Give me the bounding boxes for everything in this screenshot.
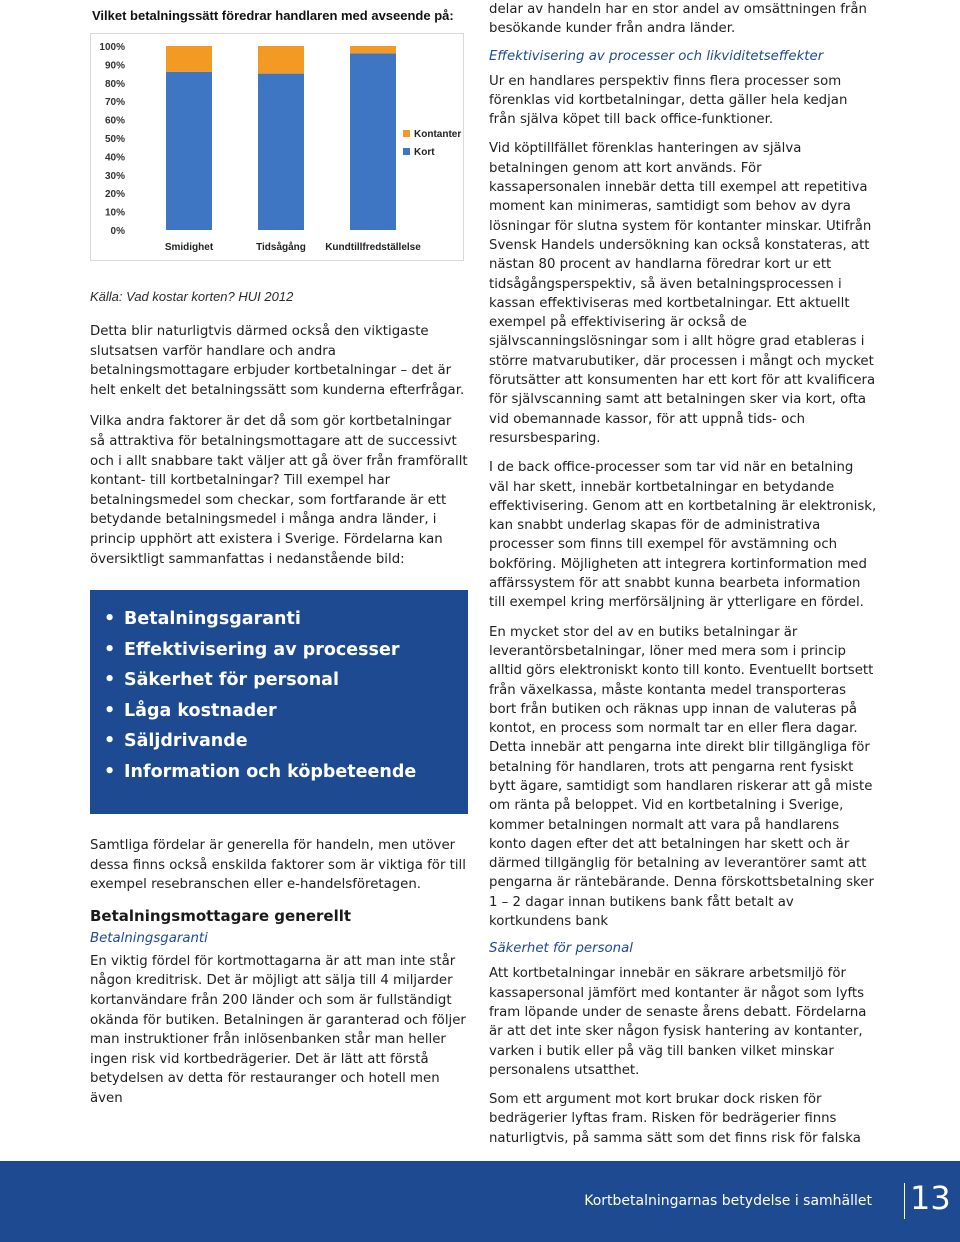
bar-kontanter bbox=[166, 46, 212, 72]
y-tick-label: 60% bbox=[104, 115, 125, 127]
paragraph-supplier-payments: En mycket stor del av en butiks betalningar är leverantörsbetalningar, löner med mera som i princip alltid görs elektroniskt konto till konto. Eventuellt bortsett från växelkassa, måste kontanta medel transporteras bort från butiken och räknas upp innan de valuteras på kontot, en process som normalt tar en eller flera dagar. Detta innebär att pengarna inte direkt blir tillgängliga för betalning för handlaren, trots att pengarna rent fysiskt bytt ägare, samtidigt som handlaren riskerar att gå miste om ränta på beloppet. Vid en kortbetalning i Sverige, kommer betalningen normalt att vara på handlarens konto dagen efter det att betalningen har skett och är därmed tillgänglig för betalning av leverantörer samt att pengarna är räntebärande. Denna förskottsbetalning sker 1 – 2 dagar innan butikens bank fått betalt av kortkundens bank bbox=[489, 624, 874, 930]
benefit-item: • Säljdrivande bbox=[104, 726, 468, 757]
figure-box bbox=[82, 0, 471, 268]
benefit-item: • Säkerhet för personal bbox=[104, 665, 468, 696]
subsection-heading: Betalningsgaranti bbox=[90, 930, 208, 946]
benefits-summary-box bbox=[90, 590, 468, 814]
figure-caption: Vilket betalningssätt föredrar handlaren med avseende på: bbox=[92, 8, 454, 23]
y-tick-label: 40% bbox=[104, 152, 125, 164]
legend-swatch bbox=[403, 148, 410, 155]
y-tick-label: 70% bbox=[104, 97, 125, 109]
paragraph-processes: Ur en handlares perspektiv finns flera processer som förenklas vid kortbetalningar, detta gäller hela kedjan från själva köpet till back office-funktioner. bbox=[489, 73, 848, 128]
page-number: 13 bbox=[910, 1179, 951, 1217]
x-tick-label: Kundtillfredställelse bbox=[325, 242, 421, 253]
y-tick-label: 10% bbox=[104, 207, 125, 219]
y-tick-label: 100% bbox=[99, 42, 125, 53]
y-tick-label: 30% bbox=[104, 170, 125, 182]
y-tick-label: 0% bbox=[110, 226, 125, 237]
y-tick-label: 50% bbox=[104, 134, 125, 145]
benefit-item: • Låga kostnader bbox=[104, 696, 468, 727]
paragraph-safety: Att kortbetalningar innebär en säkrare arbetsmiljö för kassapersonal jämfört med kontanter är något som lyfts fram löpande under de senaste årens debatt. Fördelarna är att det inte sker någon fysisk hantering av kontanter, varken i butik eller på väg till banken vilket minskar personalens utsatthet. bbox=[489, 966, 867, 1078]
paragraph-general: Samtliga fördelar är generella för handeln, men utöver dessa finns också enskilda faktorer som är viktiga för till exempel resebranschen eller e-handelsföretagen. bbox=[90, 838, 466, 893]
bar-kort bbox=[350, 53, 396, 230]
page-footer bbox=[0, 1161, 960, 1242]
chart-frame bbox=[90, 33, 464, 261]
y-tick-label: 90% bbox=[104, 60, 125, 72]
y-tick-label: 20% bbox=[104, 189, 125, 201]
benefit-item: • Information och köpbeteende bbox=[104, 757, 468, 788]
bar-kort bbox=[258, 74, 304, 230]
section-heading: Betalningsmottagare generellt bbox=[90, 906, 352, 925]
paragraph-back-office: I de back office-processer som tar vid när en betalning väl har skett, innebär kortbetalningar en betydande effektivisering. Genom att en kortbetalning är elektronisk, kan snabbt underlag skapas för de administrativa processer som finns till exempel för avstämning och bokföring. Möjligheten att integrera kortinformation med affärssystem för att snabbt kunna bearbeta information till exempel kring merförsäljning är ytterligare en fördel. bbox=[489, 460, 877, 611]
bar-kort bbox=[166, 72, 212, 230]
legend-label: Kontanter bbox=[414, 129, 462, 140]
paragraph-conclusion: Detta blir naturligtvis därmed också den viktigaste slutsatsen varför handlare och andra betalningsmottagare erbjuder kortbetalningar – det är helt enkelt det betalningssätt som kunderna efterfrågar. bbox=[90, 324, 465, 398]
paragraph-continued: delar av handeln har en stor andel av omsättningen från besökande kunder från andra länder. bbox=[489, 2, 867, 37]
benefits-list bbox=[90, 590, 468, 788]
benefit-item: • Effektivisering av processer bbox=[104, 635, 468, 666]
figure-source: Källa: Vad kostar korten? HUI 2012 bbox=[90, 289, 294, 304]
legend-swatch bbox=[403, 130, 410, 137]
footer-title: Kortbetalningarnas betydelse i samhället bbox=[584, 1193, 872, 1209]
bar-kontanter bbox=[258, 46, 304, 74]
paragraph-guarantee: En viktig fördel för kortmottagarna är att man inte står någon kreditrisk. Det är möjligt att sälja till 4 miljarder kortanvändare från 200 länder och som är fullständigt okända för butiken. Betalningen är garanterad och följer man instruktioner från inlösenbanken står man heller ingen risk vid kortbedrägerier. Det är lätt att förstå betydelsen av detta för restauranger och hotell men även bbox=[90, 953, 466, 1106]
subsection-heading-efficiency: Effektivisering av processer och likviditetseffekter bbox=[489, 48, 824, 64]
paragraph-fraud: Som ett argument mot kort brukar dock risken för bedrägerier lyftas fram. Risken för bedrägerier finns naturligtvis, på samma sätt som det finns risk för falska bbox=[489, 1092, 861, 1146]
subsection-heading-safety: Säkerhet för personal bbox=[489, 941, 633, 957]
paragraph-factors: Vilka andra faktorer är det då som gör kortbetalningar så attraktiva för betalningsmottagare att de successivt och i allt snabbare takt väljer att gå över från framförallt kontant- till kortbetalningar? Till exempel har betalningsmedel som checkar, som fortfarande är ett betydande betalningsmedel i många andra länder, i princip upphört att existera i Sverige. Fördelarna kan översiktligt sammanfattas i nedanstående bild: bbox=[90, 414, 468, 567]
y-tick-label: 80% bbox=[104, 78, 125, 90]
footer-divider bbox=[904, 1183, 905, 1219]
legend-label: Kort bbox=[414, 147, 435, 158]
left-column-lower bbox=[90, 836, 468, 1121]
paragraph-checkout: Vid köptillfället förenklas hanteringen av själva betalningen genom att kort används. För kassapersonalen innebär detta till exempel att repetitiva moment kan minimeras, samtidigt som behov av dyra lösningar för slutna system för kontanter minskar. Utifrån Svensk Handels undersökning kan också konstateras, att nästan 80 procent av handlarna föredrar kort ur ett tidsågångsperspektiv, så även betalningsprocessen i kassan effektiviseras med kortbetalningar. Ett aktuellt exempel på effektivisering är också de självscanningslösningar som i allt högre grad etableras i större matvarubutiker, där processen i mångt och mycket förutsätter att konsumenten har ett kort för att kvalificera för självscanning samt att betalningen sker via kort, ofta vid obemannade kassor, för att uppnå tids- och resursbesparing. bbox=[489, 141, 876, 446]
x-tick-label: Smidighet bbox=[164, 242, 214, 253]
x-tick-label: Tidsågång bbox=[256, 242, 306, 253]
left-column bbox=[90, 322, 468, 581]
benefit-item: • Betalningsgaranti bbox=[104, 604, 468, 635]
right-column bbox=[489, 0, 877, 1158]
bar-kontanter bbox=[350, 46, 396, 53]
stacked-bar-chart bbox=[91, 34, 463, 260]
